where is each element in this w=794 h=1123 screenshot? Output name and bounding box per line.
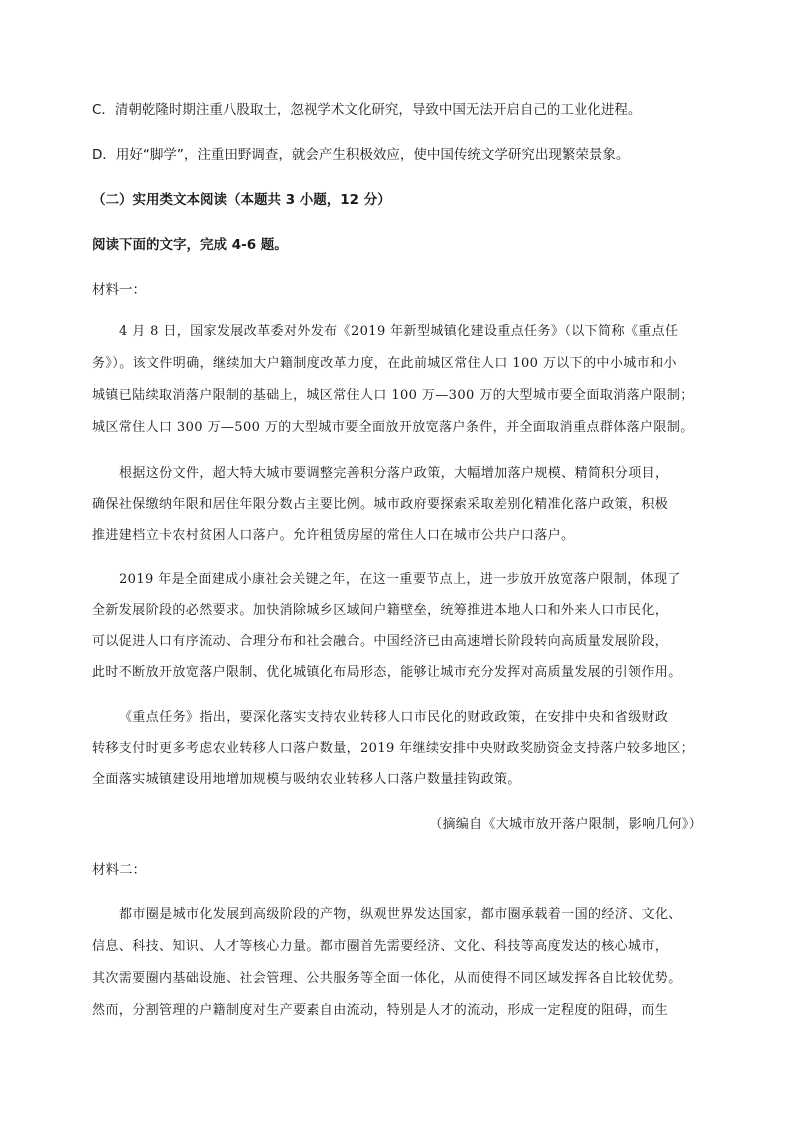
material-1-para-3-line-1: 2019 年是全面建成小康社会关键之年，在这一重要节点上，进一步放开放宽落户限制，体现了 <box>119 572 681 587</box>
material-1-para-3-line-4: 此时不断放开放宽落户限制、优化城镇化布局形态，能够让城市充分发挥对高质量发展的引领作用。 <box>92 665 682 680</box>
material-1-label: 材料一： <box>92 282 146 298</box>
material-1-para-4-line-3: 全面落实城镇建设用地增加规模与吸纳农业转移人口落户数量挂钩政策。 <box>92 772 521 787</box>
material-1-para-4-line-2: 转移支付时更多考虑农业转移人口落户数量，2019 年继续安排中央财政奖励资金支持落户较多地区； <box>92 741 695 756</box>
section-heading: （二）实用类文本阅读（本题共 3 小题，12 分） <box>92 192 391 208</box>
option-d: D．用好“脚学”，注重田野调查，就会产生积极效应，使中国传统文学研究出现繁荣景象。 <box>92 147 630 163</box>
material-1-para-3-line-2: 全新发展阶段的必然要求。加快消除城乡区域间户籍壁垒，统筹推进本地人口和外来人口市民化， <box>92 603 669 618</box>
material-2-para-1-line-4: 然而，分割管理的户籍制度对生产要素自由流动，特别是人才的流动，形成一定程度的阻碍，而生 <box>92 1003 669 1018</box>
reading-instruction: 阅读下面的文字，完成 4-6 题。 <box>92 237 288 253</box>
material-1-para-4-line-1: 《重点任务》指出，要深化落实支持农业转移人口市民化的财政政策，在安排中央和省级财政 <box>119 710 669 725</box>
material-1-para-2-line-3: 推进建档立卡农村贫困人口落户。允许租赁房屋的常住人口在城市公共户口落户。 <box>92 528 575 543</box>
material-1-para-1-line-2: 务》）。该文件明确，继续加大户籍制度改革力度，在此前城区常住人口 100 万以下的中小城市和小 <box>92 356 677 371</box>
material-1-para-3-line-3: 可以促进人口有序流动、合理分布和社会融合。中国经济已由高速增长阶段转向高质量发展阶段， <box>92 634 669 649</box>
material-1-para-1-line-4: 城区常住人口 300 万—500 万的大型城市要全面放开放宽落户条件，并全面取消重点群体落户限制。 <box>92 420 694 435</box>
material-2-label: 材料二： <box>92 862 146 878</box>
material-1-para-2-line-2: 确保社保缴纳年限和居住年限分数占主要比例。城市政府要探索采取差别化精准化落户政策，积极 <box>92 497 669 512</box>
material-1-para-2-line-1: 根据这份文件，超大特大城市要调整完善积分落户政策，大幅增加落户规模、精简积分项目， <box>119 466 669 481</box>
material-2-para-1-line-2: 信息、科技、知识、人才等核心力量。都市圈首先需要经济、文化、科技等高度发达的核心城市， <box>92 939 669 954</box>
material-1-para-1-line-3: 城镇已陆续取消落户限制的基础上，城区常住人口 100 万—300 万的大型城市要全面取消落户限制； <box>92 388 694 403</box>
material-2-para-1-line-1: 都市圈是城市化发展到高级阶段的产物，纵观世界发达国家，都市圈承载着一国的经济、文化、 <box>119 907 682 922</box>
option-c: C．清朝乾隆时期注重八股取士，忽视学术文化研究，导致中国无法开启自己的工业化进程。 <box>92 102 642 118</box>
material-1-source: （摘编自《大城市放开落户限制，影响几何》） <box>429 817 702 832</box>
material-1-para-1-line-1: 4 月 8 日，国家发展改革委对外发布《2019 年新型城镇化建设重点任务》（以下简称《重点任 <box>119 324 679 339</box>
material-2-para-1-line-3: 其次需要圈内基础设施、社会管理、公共服务等全面一体化，从而使得不同区域发挥各自比较优势。 <box>92 971 682 986</box>
